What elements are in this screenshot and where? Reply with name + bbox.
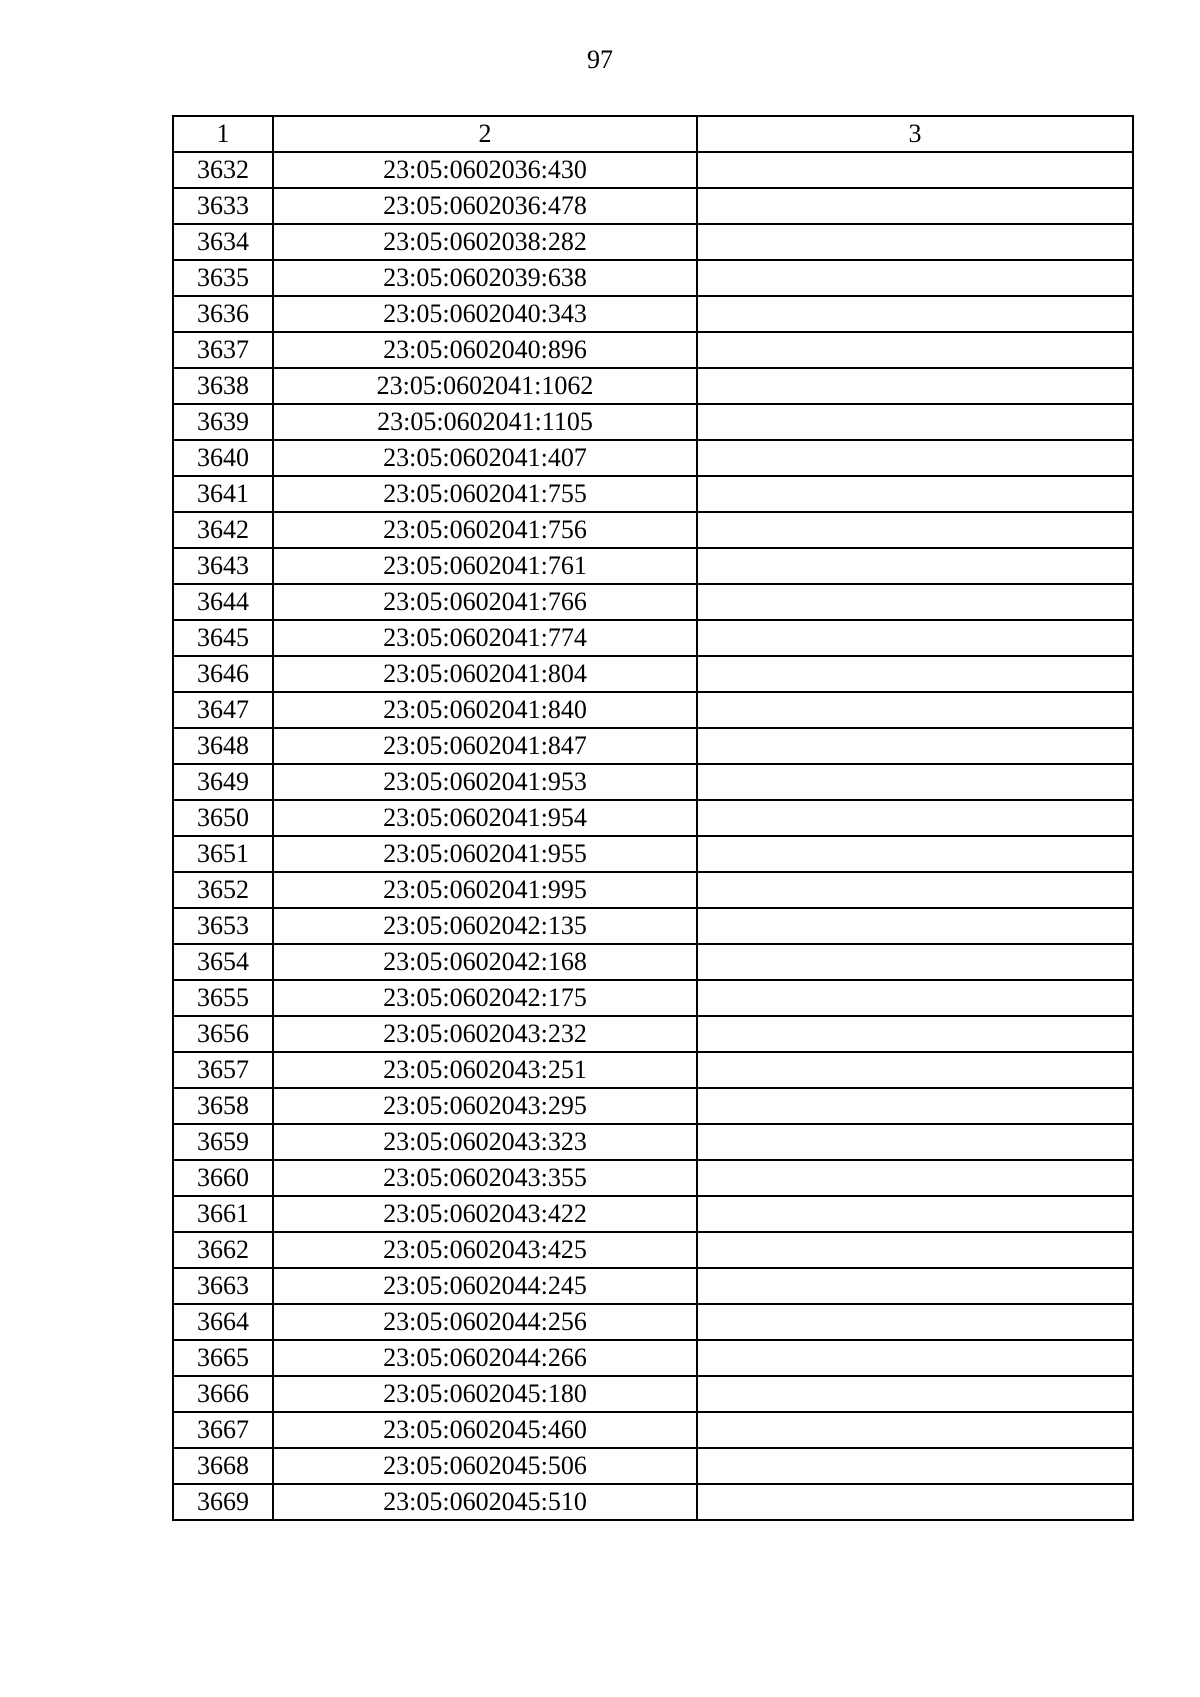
note-cell	[697, 620, 1133, 656]
table-body	[173, 152, 1133, 1520]
note-cell	[697, 1052, 1133, 1088]
table-row	[173, 404, 1133, 440]
cadastral-number-cell: 23:05:0602045:460	[273, 1412, 697, 1448]
row-number-cell: 3645	[173, 620, 273, 656]
row-number-cell: 3633	[173, 188, 273, 224]
table-row	[173, 1448, 1133, 1484]
note-cell	[697, 764, 1133, 800]
row-number-cell: 3646	[173, 656, 273, 692]
table-header	[173, 116, 1133, 152]
cadastral-number-cell: 23:05:0602041:847	[273, 728, 697, 764]
table-row	[173, 1232, 1133, 1268]
table-row	[173, 1412, 1133, 1448]
note-cell	[697, 368, 1133, 404]
table-row	[173, 188, 1133, 224]
row-number-cell: 3632	[173, 152, 273, 188]
row-number-cell: 3655	[173, 980, 273, 1016]
table-row	[173, 152, 1133, 188]
note-cell	[697, 404, 1133, 440]
note-cell	[697, 1088, 1133, 1124]
row-number-cell: 3636	[173, 296, 273, 332]
header-cell-3: 3	[697, 116, 1133, 152]
table-row	[173, 368, 1133, 404]
row-number-cell: 3641	[173, 476, 273, 512]
note-cell	[697, 224, 1133, 260]
row-number-cell: 3634	[173, 224, 273, 260]
table-row	[173, 1376, 1133, 1412]
cadastral-number-cell: 23:05:0602043:323	[273, 1124, 697, 1160]
row-number-cell: 3652	[173, 872, 273, 908]
table-row	[173, 440, 1133, 476]
cadastral-number-cell: 23:05:0602040:343	[273, 296, 697, 332]
cadastral-table	[172, 115, 1134, 1521]
note-cell	[697, 908, 1133, 944]
row-number-cell: 3668	[173, 1448, 273, 1484]
table-row	[173, 728, 1133, 764]
row-number-cell: 3667	[173, 1412, 273, 1448]
cadastral-number-cell: 23:05:0602042:175	[273, 980, 697, 1016]
table-row	[173, 692, 1133, 728]
row-number-cell: 3659	[173, 1124, 273, 1160]
table-row	[173, 260, 1133, 296]
table-row	[173, 548, 1133, 584]
cadastral-number-cell: 23:05:0602041:766	[273, 584, 697, 620]
row-number-cell: 3643	[173, 548, 273, 584]
table-row	[173, 1124, 1133, 1160]
row-number-cell: 3647	[173, 692, 273, 728]
row-number-cell: 3663	[173, 1268, 273, 1304]
note-cell	[697, 1268, 1133, 1304]
row-number-cell: 3653	[173, 908, 273, 944]
row-number-cell: 3661	[173, 1196, 273, 1232]
note-cell	[697, 512, 1133, 548]
row-number-cell: 3664	[173, 1304, 273, 1340]
cadastral-number-cell: 23:05:0602041:995	[273, 872, 697, 908]
cadastral-number-cell: 23:05:0602041:1062	[273, 368, 697, 404]
note-cell	[697, 584, 1133, 620]
table-row	[173, 620, 1133, 656]
note-cell	[697, 980, 1133, 1016]
page-number: 97	[587, 45, 613, 74]
table-row	[173, 800, 1133, 836]
cadastral-number-cell: 23:05:0602042:135	[273, 908, 697, 944]
cadastral-number-cell: 23:05:0602040:896	[273, 332, 697, 368]
row-number-cell: 3639	[173, 404, 273, 440]
row-number-cell: 3649	[173, 764, 273, 800]
table-row	[173, 296, 1133, 332]
header-cell-2: 2	[273, 116, 697, 152]
cadastral-number-cell: 23:05:0602041:756	[273, 512, 697, 548]
note-cell	[697, 800, 1133, 836]
cadastral-number-cell: 23:05:0602043:232	[273, 1016, 697, 1052]
row-number-cell: 3666	[173, 1376, 273, 1412]
note-cell	[697, 1232, 1133, 1268]
note-cell	[697, 692, 1133, 728]
cadastral-number-cell: 23:05:0602038:282	[273, 224, 697, 260]
cadastral-number-cell: 23:05:0602045:506	[273, 1448, 697, 1484]
note-cell	[697, 152, 1133, 188]
cadastral-number-cell: 23:05:0602043:295	[273, 1088, 697, 1124]
note-cell	[697, 872, 1133, 908]
cadastral-number-cell: 23:05:0602041:761	[273, 548, 697, 584]
row-number-cell: 3637	[173, 332, 273, 368]
row-number-cell: 3644	[173, 584, 273, 620]
table-row	[173, 764, 1133, 800]
note-cell	[697, 1412, 1133, 1448]
cadastral-number-cell: 23:05:0602039:638	[273, 260, 697, 296]
table-row	[173, 512, 1133, 548]
note-cell	[697, 1376, 1133, 1412]
cadastral-number-cell: 23:05:0602043:355	[273, 1160, 697, 1196]
row-number-cell: 3642	[173, 512, 273, 548]
note-cell	[697, 1196, 1133, 1232]
note-cell	[697, 548, 1133, 584]
note-cell	[697, 332, 1133, 368]
row-number-cell: 3669	[173, 1484, 273, 1520]
table-row	[173, 332, 1133, 368]
cadastral-number-cell: 23:05:0602044:256	[273, 1304, 697, 1340]
note-cell	[697, 728, 1133, 764]
table-row	[173, 1016, 1133, 1052]
cadastral-number-cell: 23:05:0602045:510	[273, 1484, 697, 1520]
table-row	[173, 1160, 1133, 1196]
cadastral-number-cell: 23:05:0602041:954	[273, 800, 697, 836]
cadastral-number-cell: 23:05:0602041:755	[273, 476, 697, 512]
header-cell-1: 1	[173, 116, 273, 152]
cadastral-number-cell: 23:05:0602044:245	[273, 1268, 697, 1304]
table-row	[173, 656, 1133, 692]
note-cell	[697, 1448, 1133, 1484]
row-number-cell: 3648	[173, 728, 273, 764]
row-number-cell: 3650	[173, 800, 273, 836]
row-number-cell: 3656	[173, 1016, 273, 1052]
cadastral-number-cell: 23:05:0602044:266	[273, 1340, 697, 1376]
table-row	[173, 1052, 1133, 1088]
table-row	[173, 872, 1133, 908]
row-number-cell: 3662	[173, 1232, 273, 1268]
cadastral-number-cell: 23:05:0602036:478	[273, 188, 697, 224]
row-number-cell: 3638	[173, 368, 273, 404]
note-cell	[697, 1304, 1133, 1340]
table-row	[173, 1088, 1133, 1124]
table-row	[173, 1304, 1133, 1340]
note-cell	[697, 836, 1133, 872]
note-cell	[697, 1124, 1133, 1160]
cadastral-number-cell: 23:05:0602041:955	[273, 836, 697, 872]
note-cell	[697, 440, 1133, 476]
cadastral-number-cell: 23:05:0602041:840	[273, 692, 697, 728]
row-number-cell: 3660	[173, 1160, 273, 1196]
table-row	[173, 584, 1133, 620]
cadastral-number-cell: 23:05:0602041:1105	[273, 404, 697, 440]
table-row	[173, 1484, 1133, 1520]
cadastral-number-cell: 23:05:0602043:251	[273, 1052, 697, 1088]
cadastral-number-cell: 23:05:0602042:168	[273, 944, 697, 980]
note-cell	[697, 296, 1133, 332]
cadastral-number-cell: 23:05:0602041:804	[273, 656, 697, 692]
cadastral-number-cell: 23:05:0602045:180	[273, 1376, 697, 1412]
row-number-cell: 3657	[173, 1052, 273, 1088]
note-cell	[697, 1160, 1133, 1196]
header-row	[173, 116, 1133, 152]
note-cell	[697, 944, 1133, 980]
table-row	[173, 476, 1133, 512]
note-cell	[697, 1016, 1133, 1052]
cadastral-number-cell: 23:05:0602041:774	[273, 620, 697, 656]
cadastral-number-cell: 23:05:0602043:425	[273, 1232, 697, 1268]
row-number-cell: 3658	[173, 1088, 273, 1124]
table-row	[173, 1268, 1133, 1304]
table-row	[173, 908, 1133, 944]
note-cell	[697, 1340, 1133, 1376]
table-row	[173, 944, 1133, 980]
row-number-cell: 3665	[173, 1340, 273, 1376]
note-cell	[697, 476, 1133, 512]
row-number-cell: 3635	[173, 260, 273, 296]
note-cell	[697, 1484, 1133, 1520]
cadastral-number-cell: 23:05:0602036:430	[273, 152, 697, 188]
row-number-cell: 3640	[173, 440, 273, 476]
table-row	[173, 980, 1133, 1016]
table-row	[173, 1196, 1133, 1232]
cadastral-number-cell: 23:05:0602041:953	[273, 764, 697, 800]
row-number-cell: 3651	[173, 836, 273, 872]
table-row	[173, 836, 1133, 872]
cadastral-number-cell: 23:05:0602041:407	[273, 440, 697, 476]
note-cell	[697, 188, 1133, 224]
note-cell	[697, 260, 1133, 296]
row-number-cell: 3654	[173, 944, 273, 980]
cadastral-number-cell: 23:05:0602043:422	[273, 1196, 697, 1232]
note-cell	[697, 656, 1133, 692]
table-row	[173, 1340, 1133, 1376]
table-row	[173, 224, 1133, 260]
